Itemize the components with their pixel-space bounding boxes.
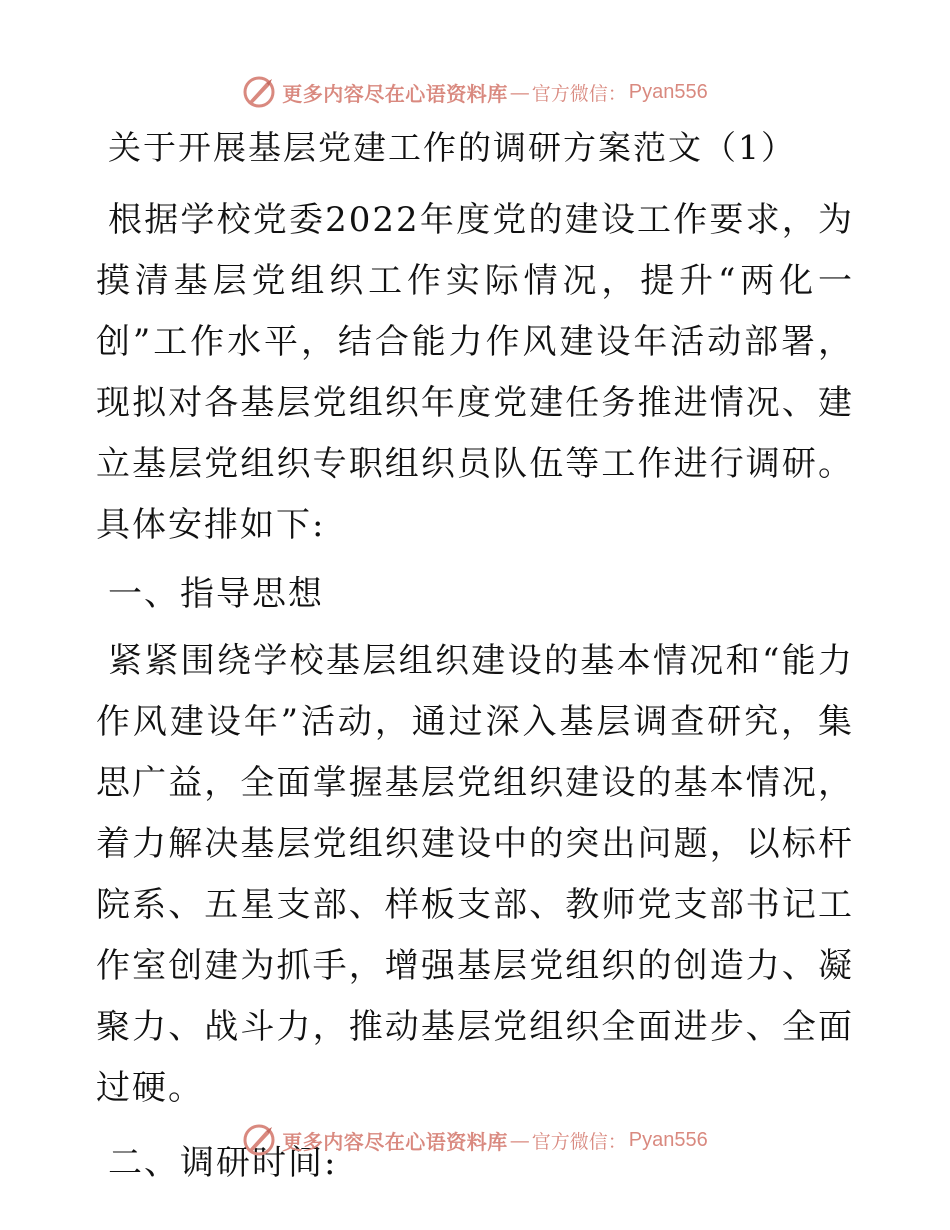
section-heading-research-time: 二、调研时间: [108,1143,338,1183]
watermark-wechat-id: Pyan556 [628,1128,708,1151]
watermark-wechat-label: 官方微信： [531,82,627,105]
section-heading-guiding-ideology: 一、指导思想 [108,574,324,614]
watermark-wechat-id: Pyan556 [628,80,708,103]
document-body [96,120,854,1194]
guiding-ideology-paragraph: 紧紧围绕学校基层组织建设的基本情况和“能力作风建设年”活动，通过深入基层调查研究，集思广益，全面掌握基层党组织建设的基本情况，着力解决基层党组织建设中的突出问题，以标杆院系、五星支部、样板支部、教师党支部书记工作室创建为抓手，增强基层党组织的创造力、凝聚力、战斗力，推动基层党组织全面进步、全面过硬。 [96,641,854,1108]
watermark-banner-bottom [0,1120,950,1160]
intro-paragraph: 根据学校党委2022年度党的建设工作要求，为摸清基层党组织工作实际情况，提升“两化一创”工作水平，结合能力作风建设年活动部署，现拟对各基层党组织年度党建任务推进情况、建立基层党组织专职组织员队伍等工作进行调研。具体安排如下: [96,200,854,545]
quill-logo-icon [242,1123,276,1157]
watermark-wechat-label: 官方微信： [531,1130,627,1153]
watermark-banner-top [0,72,950,112]
quill-logo-icon [242,75,276,109]
watermark-separator: — [509,80,530,104]
watermark-brand: 更多内容尽在心语资料库 [282,1129,508,1154]
watermark-brand: 更多内容尽在心语资料库 [282,81,508,106]
watermark-separator: — [509,1128,530,1152]
document-title: 关于开展基层党建工作的调研方案范文（1） [108,128,796,167]
